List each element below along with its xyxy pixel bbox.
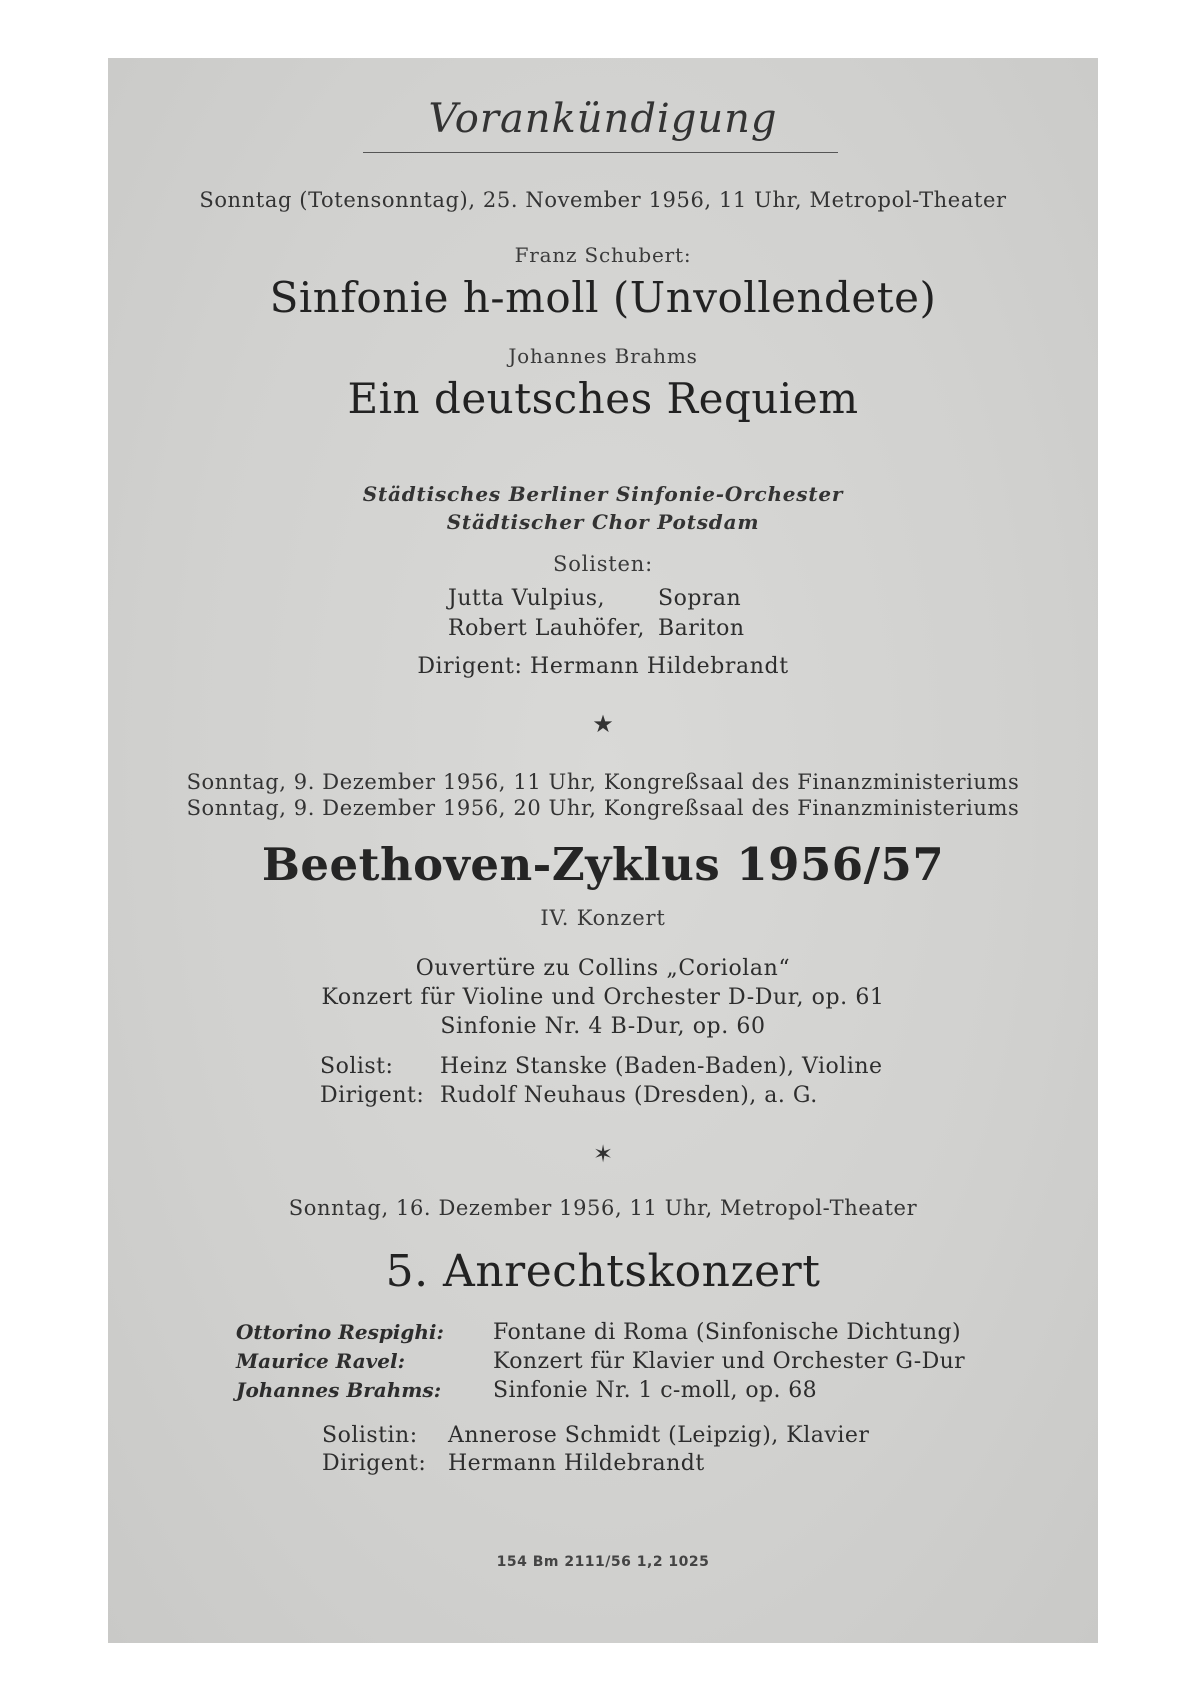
soloist-row — [448, 616, 778, 646]
soloist-name: Robert Lauhöfer, — [448, 616, 645, 641]
credit-value: Heinz Stanske (Baden-Baden), Violine — [440, 1054, 883, 1079]
concert1-composer1: Franz Schubert: — [514, 243, 692, 267]
page-title: Vorankündigung — [428, 96, 778, 142]
program-row — [236, 1349, 1016, 1379]
concert2-program-item: Sinfonie Nr. 4 B-Dur, op. 60 — [440, 1014, 766, 1039]
concert1-work2: Ein deutsches Requiem — [347, 374, 859, 423]
credit-role: Solistin: — [322, 1423, 418, 1448]
title-underline — [363, 152, 838, 153]
separator-star-icon: ★ — [592, 710, 614, 738]
credit-value: Rudolf Neuhaus (Dresden), a. G. — [440, 1083, 818, 1108]
program-composer: Ottorino Respighi: — [236, 1320, 444, 1344]
concert1-composer2: Johannes Brahms — [508, 344, 698, 368]
print-code: 154 Bm 2111/56 1,2 1025 — [496, 1554, 710, 1570]
concert2-date: Sonntag, 9. Dezember 1956, 20 Uhr, Kongreßsaal des Finanzministeriums — [186, 796, 1020, 820]
credit-value: Hermann Hildebrandt — [448, 1451, 705, 1476]
concert1-orchestra: Städtisches Berliner Sinfonie-Orchester — [362, 482, 844, 506]
soloist-name: Jutta Vulpius, — [448, 586, 606, 611]
concert3-title: 5. Anrechtskonzert — [385, 1246, 821, 1297]
program-composer: Maurice Ravel: — [236, 1349, 406, 1373]
credit-value: Annerose Schmidt (Leipzig), Klavier — [448, 1423, 870, 1448]
concert2-title: Beethoven-Zyklus 1956/57 — [261, 838, 945, 891]
soloist-voice: Bariton — [658, 616, 745, 641]
soloist-voice: Sopran — [658, 586, 742, 611]
concert2-program-item: Ouvertüre zu Collins „Coriolan“ — [415, 956, 791, 981]
concert1-soloists-label: Solisten: — [553, 552, 653, 576]
credit-role: Dirigent: — [322, 1451, 427, 1476]
concert1-work1: Sinfonie h-moll (Unvollendete) — [269, 273, 937, 322]
credit-row — [322, 1451, 922, 1481]
soloist-row — [448, 586, 778, 616]
credit-role: Solist: — [320, 1054, 394, 1079]
concert3-date: Sonntag, 16. Dezember 1956, 11 Uhr, Metropol-Theater — [288, 1196, 918, 1220]
concert1-conductor: Dirigent: Hermann Hildebrandt — [417, 654, 789, 679]
program-row — [236, 1320, 1016, 1350]
program-composer: Johannes Brahms: — [236, 1378, 442, 1402]
program-row — [236, 1378, 1016, 1408]
concert1-date: Sonntag (Totensonntag), 25. November 1956, 11 Uhr, Metropol-Theater — [199, 188, 1007, 212]
program-sheet — [108, 58, 1098, 1643]
concert1-choir: Städtischer Chor Potsdam — [446, 510, 760, 534]
concert2-subtitle: IV. Konzert — [540, 906, 666, 930]
concert2-program-item: Konzert für Violine und Orchester D-Dur, op. 61 — [321, 985, 885, 1010]
concert2-date: Sonntag, 9. Dezember 1956, 11 Uhr, Kongreßsaal des Finanzministeriums — [186, 770, 1020, 794]
credit-row — [322, 1423, 922, 1453]
program-work: Konzert für Klavier und Orchester G-Dur — [493, 1349, 966, 1374]
credit-role: Dirigent: — [320, 1083, 425, 1108]
separator-star-icon: ✶ — [592, 1140, 614, 1168]
credit-row — [320, 1083, 920, 1113]
program-work: Fontane di Roma (Sinfonische Dichtung) — [493, 1320, 961, 1345]
credit-row — [320, 1054, 920, 1084]
program-work: Sinfonie Nr. 1 c-moll, op. 68 — [493, 1378, 818, 1403]
